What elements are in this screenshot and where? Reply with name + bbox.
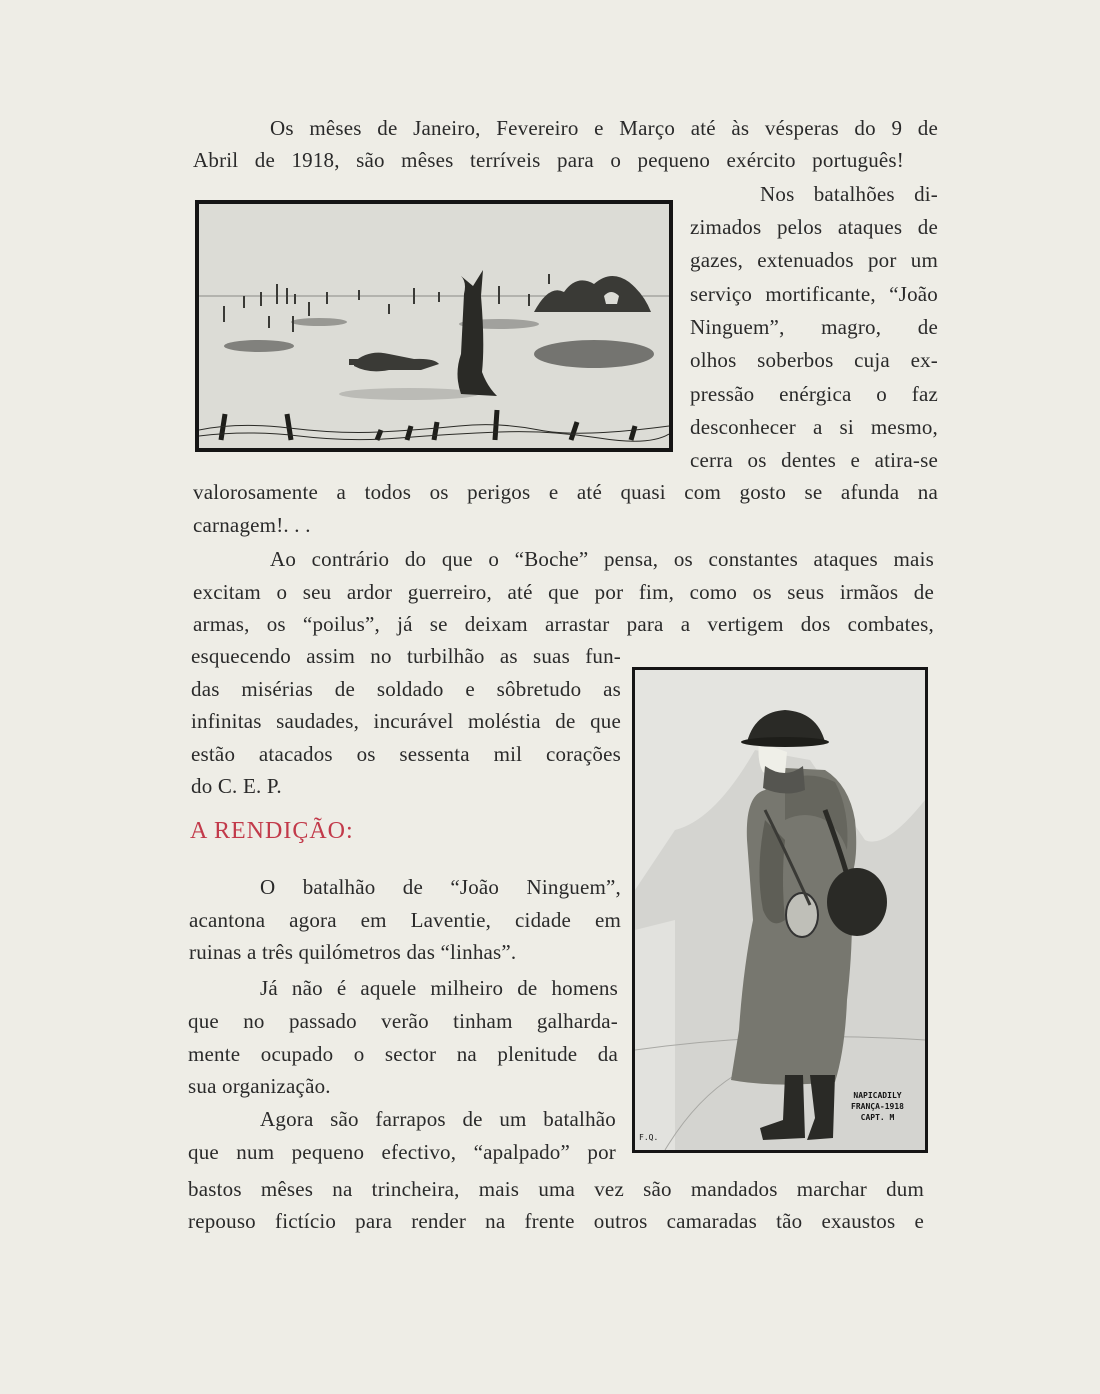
signature-line: CAPT. M bbox=[860, 1113, 895, 1122]
text-line: olhos soberbos cuja ex- bbox=[690, 348, 938, 372]
soldier-illustration bbox=[632, 667, 928, 1153]
text-line: do C. E. P. bbox=[191, 774, 282, 798]
battlefield-drawing-icon bbox=[199, 204, 669, 448]
artist-signature bbox=[851, 1090, 904, 1123]
section-heading: A RENDIÇÃO: bbox=[190, 818, 354, 844]
text-line: acantona agora em Laventie, cidade em bbox=[189, 908, 621, 932]
text-line: Os mêses de Janeiro, Fevereiro e Março até às vésperas do 9 de bbox=[270, 116, 938, 140]
text-line: Nos batalhões di- bbox=[760, 182, 938, 206]
text-line: repouso fictício para render na frente outros camaradas tão exaustos e bbox=[188, 1209, 924, 1233]
soldier-portrait-drawing-icon bbox=[635, 670, 925, 1150]
text-line: Ninguem”, magro, de bbox=[690, 315, 938, 339]
text-line: Agora são farrapos de um batalhão bbox=[260, 1107, 616, 1131]
text-line: sua organização. bbox=[188, 1074, 331, 1098]
text-line: excitam o seu ardor guerreiro, até que por fim, como os seus irmãos de bbox=[193, 580, 934, 604]
text-line: O batalhão de “João Ninguem”, bbox=[260, 875, 621, 899]
text-line: que num pequeno efectivo, “apalpado” por bbox=[188, 1140, 616, 1164]
signature-line: FRANÇA-1918 bbox=[851, 1102, 904, 1111]
text-line: serviço mortificante, “João bbox=[690, 282, 938, 306]
text-line: zimados pelos ataques de bbox=[690, 215, 938, 239]
battlefield-illustration bbox=[195, 200, 673, 452]
text-line: infinitas saudades, incurável moléstia de que bbox=[191, 709, 621, 733]
text-line: desconhecer a si mesmo, bbox=[690, 415, 938, 439]
signature-line: NAPICADILY bbox=[853, 1091, 902, 1100]
text-line: pressão enérgica o faz bbox=[690, 382, 938, 406]
text-line: bastos mêses na trincheira, mais uma vez são mandados marchar dum bbox=[188, 1177, 924, 1201]
artist-initials: F.Q. bbox=[639, 1133, 659, 1142]
text-line: das misérias de soldado e sôbretudo as bbox=[191, 677, 621, 701]
text-line: armas, os “poilus”, já se deixam arrastar para a vertigem dos combates, bbox=[193, 612, 934, 636]
text-line: cerra os dentes e atira-se bbox=[690, 448, 938, 472]
text-line: gazes, extenuados por um bbox=[690, 248, 938, 272]
text-line: ruinas a três quilómetros das “linhas”. bbox=[189, 940, 517, 964]
text-line: Já não é aquele milheiro de homens bbox=[260, 976, 618, 1000]
text-line: valorosamente a todos os perigos e até quasi com gosto se afunda na bbox=[193, 480, 938, 504]
text-line: esquecendo assim no turbilhão as suas fun- bbox=[191, 644, 621, 668]
text-line: Ao contrário do que o “Boche” pensa, os constantes ataques mais bbox=[270, 547, 934, 571]
text-line: estão atacados os sessenta mil corações bbox=[191, 742, 621, 766]
text-line: carnagem!. . . bbox=[193, 513, 311, 537]
text-line: Abril de 1918, são mêses terríveis para o pequeno exército português! bbox=[193, 148, 904, 172]
text-line: que no passado verão tinham galharda- bbox=[188, 1009, 618, 1033]
text-line: mente ocupado o sector na plenitude da bbox=[188, 1042, 618, 1066]
